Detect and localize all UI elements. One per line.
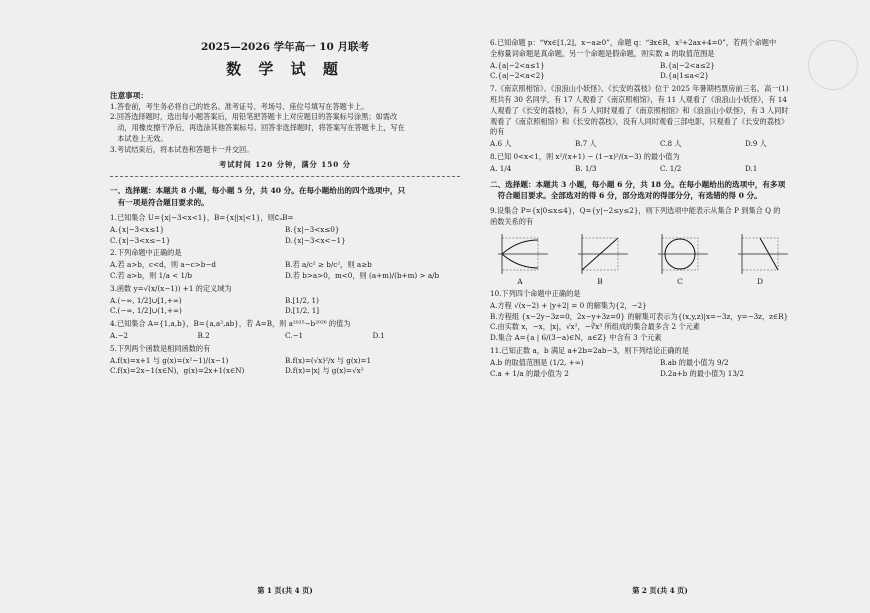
answer-option: C.{x|−3<x≤−1} bbox=[110, 235, 171, 245]
question bbox=[490, 38, 830, 82]
answer-option: A.6 人 bbox=[490, 139, 512, 149]
question bbox=[110, 319, 460, 342]
option-list bbox=[490, 164, 830, 175]
answer-option: A.若 a>b，c<d，则 a−c>b−d bbox=[110, 260, 216, 270]
section-2-heading bbox=[490, 179, 830, 203]
graph-b-svg bbox=[570, 232, 630, 276]
option-list bbox=[490, 301, 830, 344]
answer-option: B.方程组 {x−2y−3z=0，2x−y+3z=0} 的解集可表示为{(x,y,z)|x=−3z，y=−3z，z∈R} bbox=[490, 311, 789, 321]
answer-option: C.8 人 bbox=[660, 139, 682, 149]
page-footer-right: 第 2 页(共 4 页) bbox=[632, 586, 688, 596]
answer-option: C.−1 bbox=[285, 330, 304, 340]
graph-label: B bbox=[597, 276, 603, 286]
question-list-left bbox=[110, 213, 460, 377]
faded-stamp bbox=[808, 40, 858, 90]
answer-option: D.若 b>a>0，m<0，则 (a+m)/(b+m) > a/b bbox=[285, 270, 440, 280]
section-1-heading bbox=[110, 185, 460, 209]
question-stem-extra: 班共有 30 名同学，有 17 人观看了《南京照相馆》，有 11 人观看了《浪浪山小妖怪》，有 14 bbox=[490, 94, 787, 104]
question-stem: 9.设集合 P={x|0≤x≤4}，Q={y|−2≤y≤2}，则下列选项中能表示从集合 P 到集合 Q 的 bbox=[490, 206, 781, 216]
q9-graph-b bbox=[570, 232, 630, 287]
answer-option: D.{a|1≤a<2} bbox=[660, 71, 710, 81]
question bbox=[110, 284, 460, 317]
section-1-line: 一、选择题：本题共 8 小题，每小题 5 分，共 40 分。在每小题给出的四个选项中，只 bbox=[110, 186, 406, 196]
answer-option: A.−2 bbox=[110, 330, 129, 340]
answer-option: B.2 bbox=[197, 330, 210, 340]
answer-option: D.9 人 bbox=[745, 139, 767, 149]
answer-option: D.{x|−3<x<−1} bbox=[285, 235, 346, 245]
option-list bbox=[490, 61, 830, 83]
answer-option: A. 1/4 bbox=[490, 163, 512, 173]
answer-option: D.1 bbox=[745, 163, 758, 173]
graph-a-svg bbox=[490, 232, 550, 276]
notice-line: 2.回答选择题时，选出每小题答案后，用铅笔把答题卡上对应题目的答案标号涂黑；如需改 bbox=[110, 112, 398, 122]
section-2-line: 符合题目要求。全部选对的得 6 分，部分选对的得部分分，有选错的得 0 分。 bbox=[490, 191, 762, 201]
option-list bbox=[110, 331, 460, 342]
option-list bbox=[490, 139, 830, 150]
graph-label: A bbox=[517, 276, 523, 286]
question-stem: 10.下列四个命题中正确的是 bbox=[490, 288, 581, 298]
page-footer-left: 第 1 页(共 4 页) bbox=[257, 586, 313, 596]
answer-option: A.b 的取值范围是 (1/2, +∞) bbox=[490, 357, 584, 367]
answer-option: B.若 a/c² ≥ b/c²，则 a≥b bbox=[285, 260, 372, 270]
question-stem: 1.已知集合 U={x|−3<x<1}，B={x||x|<1}，则∁ᵤB= bbox=[110, 212, 294, 222]
answer-option: D.1 bbox=[372, 330, 385, 340]
question-stem: 4.已知集合 A={1,a,b}，B={a,a²,ab}，若 A=B，则 a²⁰²⁵−b²⁰²⁶ 的值为 bbox=[110, 319, 351, 329]
question-stem-extra: 函数关系的有 bbox=[490, 216, 534, 226]
answer-option: A.{x|−3<x≤1} bbox=[110, 224, 165, 234]
question-list-right-b bbox=[490, 289, 830, 379]
question-stem: 3.函数 y=√(x/(x−1)) +1 的定义域为 bbox=[110, 283, 232, 293]
answer-option: A.f(x)=x+1 与 g(x)=(x²−1)/(x−1) bbox=[110, 355, 229, 365]
question-stem: 6.已知命题 p：“∀x∈[1,2]，x−a≥0”，命题 q：“∃x∈R，x²+2ax+4=0”，若两个命题中 bbox=[490, 38, 777, 47]
answer-option: A.(−∞, 1/2]∪[1,+∞) bbox=[110, 295, 182, 305]
graph-d-svg bbox=[730, 232, 790, 276]
notice-line: 1.答卷前，考生务必将自己的姓名、准考证号、考场号、座位号填写在答题卡上。 bbox=[110, 101, 369, 111]
option-list bbox=[110, 356, 460, 378]
answer-option: C.f(x)=2x−1(x∈N)，g(x)=2x+1(x∈N) bbox=[110, 366, 245, 376]
notice-heading: 注意事项： bbox=[110, 91, 148, 101]
answer-option: B.7 人 bbox=[575, 139, 597, 149]
answer-option: D.集合 A={a | 6/(3−a)∈N，a∈Z} 中含有 3 个元素 bbox=[490, 333, 662, 343]
question-9 bbox=[490, 206, 830, 287]
section-1-line: 有一项是符合题目要求的。 bbox=[110, 198, 209, 208]
question-stem: 11.已知正数 a，b 满足 a+2b=2ab−3，则下列结论正确的是 bbox=[490, 345, 689, 355]
q9-graph-d bbox=[730, 232, 790, 287]
option-list bbox=[110, 296, 460, 318]
notice-line: 本试卷上无效。 bbox=[110, 134, 168, 144]
answer-option: C.a + 1/a 的最小值为 2 bbox=[490, 368, 569, 378]
answer-option: C.{a|−2<a<2} bbox=[490, 71, 545, 81]
answer-option: B.f(x)=(√x)²/x 与 g(x)=1 bbox=[285, 355, 372, 365]
answer-option: D.2a+b 的最小值为 13/2 bbox=[660, 368, 744, 378]
question-list-right-a bbox=[490, 38, 830, 175]
answer-option: B.{a|−2<a≤2} bbox=[660, 60, 715, 70]
option-list bbox=[110, 260, 460, 282]
answer-option: A.{a|−2<a≤1} bbox=[490, 60, 545, 70]
question bbox=[490, 84, 830, 150]
page-2 bbox=[490, 36, 830, 597]
question bbox=[490, 346, 830, 379]
notice-line: 动，用橡皮擦干净后，再选涂其他答案标号。回答非选择题时，将答案写在答题卡上，写在 bbox=[110, 123, 405, 133]
answer-option: C.由实数 x，−x，|x|，√x²，−∛x³ 所组成的集合最多含 2 个元素 bbox=[490, 322, 700, 332]
answer-option: C.若 a>b，则 1/a < 1/b bbox=[110, 270, 193, 280]
question bbox=[490, 152, 830, 175]
answer-option: C. 1/2 bbox=[660, 163, 682, 173]
exam-time: 考试时间 120 分钟，满分 150 分 bbox=[219, 159, 351, 169]
answer-option: C.(−∞, 1/2]∪(1,+∞) bbox=[110, 306, 182, 316]
graph-label: D bbox=[756, 276, 763, 286]
subject-title: 数 学 试 题 bbox=[226, 59, 344, 78]
question-stem: 2.下列命题中正确的是 bbox=[110, 248, 182, 258]
question-stem-extra: 人观看了《长安的荔枝》，有 5 人同时观看了《南京照相馆》和《浪浪山小妖怪》，有 3 人同时 bbox=[490, 105, 789, 115]
answer-option: D.f(x)=|x| 与 g(x)=√x² bbox=[285, 366, 364, 376]
answer-option: B.ab 的最小值为 9/2 bbox=[660, 357, 729, 367]
answer-option: B. 1/3 bbox=[575, 163, 597, 173]
exam-title: 2025—2026 学年高一 10 月联考 bbox=[200, 41, 370, 53]
q9-graphs bbox=[490, 232, 790, 287]
question bbox=[490, 289, 830, 344]
divider bbox=[110, 176, 460, 177]
q9-graph-a bbox=[490, 232, 550, 287]
page-1 bbox=[110, 36, 460, 597]
question bbox=[110, 248, 460, 281]
graph-c-svg bbox=[650, 232, 710, 276]
answer-option: B.{x|−3<x≤0} bbox=[285, 224, 340, 234]
question-stem: 5.下列两个函数是相同函数的有 bbox=[110, 343, 211, 353]
q9-graph-c bbox=[650, 232, 710, 287]
answer-option: D.[1/2, 1] bbox=[285, 306, 320, 316]
graph-label: C bbox=[677, 276, 683, 286]
question-stem-extra: 的有 bbox=[490, 127, 505, 137]
question bbox=[110, 213, 460, 246]
question bbox=[110, 344, 460, 377]
answer-option: A.方程 √(x−2) + |y+2| = 0 的解集为{2，−2} bbox=[490, 300, 647, 310]
answer-option: B.[1/2, 1) bbox=[285, 295, 319, 305]
option-list bbox=[490, 358, 830, 380]
question-stem-extra: 观看了《南京照相馆》和《长安的荔枝》，没有人同时观看三部电影，只观看了《长安的荔枝》 bbox=[490, 116, 789, 126]
question-stem: 7.《南京照相馆》、《浪浪山小妖怪》、《长安的荔枝》位于 2025 年暑期档票房前三名，高一(1) bbox=[490, 84, 789, 94]
question-stem-extra: 全称量词命题是真命题，另一个命题是假命题，则实数 a 的取值范围是 bbox=[490, 48, 715, 58]
option-list bbox=[110, 225, 460, 247]
section-2-line: 二、选择题：本题共 3 小题，每小题 6 分，共 18 分。在每小题给出的选项中，有多项 bbox=[490, 179, 786, 189]
question-stem: 8.已知 0<x<1，则 x²/(x+1) − (1−x)²/(x−3) 的最小值为 bbox=[490, 151, 680, 161]
notice-line: 3.考试结束后，将本试卷和答题卡一并交回。 bbox=[110, 144, 254, 154]
